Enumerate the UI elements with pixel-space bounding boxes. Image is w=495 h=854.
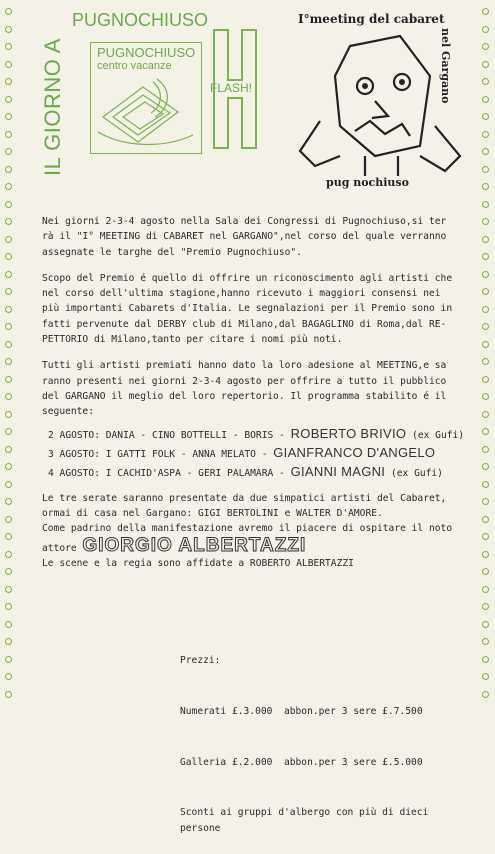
perforation-hole (5, 656, 12, 663)
perforation-hole (5, 621, 12, 628)
perforation-right (479, 0, 493, 700)
perforation-hole (5, 568, 12, 575)
perforation-hole (5, 551, 12, 558)
perforation-hole (5, 481, 12, 488)
perforation-hole (5, 516, 12, 523)
perforation-hole (5, 446, 12, 453)
prices-title: Prezzi: (180, 655, 221, 666)
actor-line (42, 536, 478, 556)
program-row (42, 424, 478, 443)
perforation-hole (5, 183, 12, 190)
program-row (42, 462, 478, 481)
perforation-hole (482, 603, 489, 610)
perforation-hole (482, 148, 489, 155)
perforation-hole (482, 621, 489, 628)
perforation-hole (482, 43, 489, 50)
perforation-hole (5, 236, 12, 243)
perforation-hole (482, 78, 489, 85)
program-headliner: GIANNI MAGNI (290, 463, 386, 479)
perforation-hole (482, 656, 489, 663)
program-headliner: GIANFRANCO D'ANGELO (273, 444, 436, 460)
perforation-hole (482, 323, 489, 330)
logo-graphic-icon (93, 77, 201, 152)
perforation-hole (482, 446, 489, 453)
closing-line: ormai di casa nel Gargano: GIGI BERTOLINI e WALTER D'AMORE. (42, 507, 383, 519)
perforation-hole (482, 481, 489, 488)
perforation-hole (5, 673, 12, 680)
perforation-hole (5, 306, 12, 313)
program-row (42, 443, 478, 462)
perforation-hole (482, 166, 489, 173)
perforation-hole (5, 8, 12, 15)
perforation-hole (5, 271, 12, 278)
perforation-hole (482, 113, 489, 120)
perforation-hole (482, 341, 489, 348)
perforation-hole (5, 341, 12, 348)
perforation-hole (482, 131, 489, 138)
perforation-hole (5, 288, 12, 295)
perforation-hole (482, 586, 489, 593)
perforation-hole (482, 691, 489, 698)
perforation-hole (482, 253, 489, 260)
perforation-hole (5, 603, 12, 610)
perforation-hole (482, 638, 489, 645)
closing-line: Le scene e la regia sono affidate a ROBERTO ALBERTAZZI (42, 558, 354, 570)
perforation-hole (482, 201, 489, 208)
perforation-hole (5, 78, 12, 85)
perforation-hole (482, 516, 489, 523)
perforation-hole (5, 586, 12, 593)
program-note: (ex Gufi) (385, 467, 443, 479)
perforation-hole (5, 96, 12, 103)
perforation-hole (482, 673, 489, 680)
perforation-hole (5, 393, 12, 400)
stamp-title: I°meeting del cabaret (298, 12, 445, 26)
perforation-hole (482, 393, 489, 400)
perforation-hole (5, 463, 12, 470)
perforation-hole (482, 551, 489, 558)
perforation-hole (482, 61, 489, 68)
perforation-hole (482, 498, 489, 505)
perforation-hole (482, 236, 489, 243)
paragraph-program: Tutti gli artisti premiati hanno dato la loro adesione al MEETING,e sa ranno presenti nei giorni 2-3-4 agosto per offrire a tutto il pubblico del GARGANO il meglio del loro repertorio. Il programma stabilito é il seguente: (42, 360, 447, 418)
perforation-hole (482, 428, 489, 435)
program-note: (ex Gufi) (406, 429, 465, 441)
stamp-side-text: nel Gargano (439, 28, 452, 104)
actor-prefix: attore (42, 543, 83, 555)
perforation-hole (5, 201, 12, 208)
perforation-hole (5, 691, 12, 698)
perforation-hole (482, 288, 489, 295)
perforation-hole (482, 358, 489, 365)
perforation-hole (482, 411, 489, 418)
perforation-hole (5, 148, 12, 155)
stamp-bottom-text: pug nochiuso (326, 176, 409, 189)
perforation-hole (482, 8, 489, 15)
perforation-hole (5, 166, 12, 173)
perforation-hole (5, 428, 12, 435)
brand-name: PUGNOCHIUSO (72, 10, 209, 30)
perforation-left (2, 0, 16, 700)
perforation-hole (5, 411, 12, 418)
perforation-hole (5, 253, 12, 260)
perforation-hole (5, 218, 12, 225)
letterhead (30, 6, 470, 196)
paragraph-intro: Nei giorni 2-3-4 agosto nella Sala dei Congressi di Pugnochiuso,si ter rà il "I° MEETING di CABARET nel GARGANO",nel corso del quale verranno assegnate le targhe del "Premio Pugnochiuso". (42, 216, 447, 258)
prices-block (180, 618, 480, 854)
perforation-hole (5, 113, 12, 120)
price-row: Sconti ai gruppi d'albergo con più di dieci persone (180, 807, 429, 834)
perforation-hole (482, 568, 489, 575)
vertical-title: IL GIORNO A (40, 38, 65, 176)
logo-subtitle: centro vacanze (97, 60, 172, 72)
perforation-hole (482, 463, 489, 470)
perforation-hole (5, 131, 12, 138)
perforation-hole (5, 638, 12, 645)
flash-label: FLASH! (210, 81, 253, 95)
perforation-hole (482, 306, 489, 313)
program-headliner: ROBERTO BRIVIO (290, 425, 407, 441)
perforation-hole (482, 218, 489, 225)
price-row: Galleria £.2.000 abbon.per 3 sere £.5.000 (180, 757, 423, 768)
perforation-hole (5, 498, 12, 505)
perforation-hole (482, 271, 489, 278)
perforation-hole (5, 26, 12, 33)
perforation-hole (482, 96, 489, 103)
closing-line: Le tre serate saranno presentate da due simpatici artisti del Cabaret, (42, 492, 447, 504)
centro-vacanze-logo (90, 42, 202, 154)
perforation-hole (482, 183, 489, 190)
program-date: 3 AGOSTO: I GATTI FOLK - ANNA MELATO - (48, 448, 274, 460)
letter-body (42, 214, 478, 572)
program-date: 4 AGOSTO: I CACHID'ASPA - GERI PALAMARA - (48, 467, 291, 479)
paragraph-purpose: Scopo del Premio é quello di offrire un riconoscimento agli artisti che nel corso dell'ultima stagione,hanno ricevuto i maggiori consensi nei più importanti Cabarets d'Italia. Le segnalazioni per il Premio sono in fatti pervenute dal DERBY club di Milano,dal BAGAGLINO di Roma,dal RE- PETTORIO di Milano,tanto per citare i nomi più noti. (42, 272, 453, 346)
perforation-hole (482, 376, 489, 383)
perforation-hole (5, 61, 12, 68)
price-row: Numerati £.3.000 abbon.per 3 sere £.7.500 (180, 706, 423, 717)
perforation-hole (5, 43, 12, 50)
actor-name: GIORGIO ALBERTAZZI (82, 535, 307, 557)
perforation-hole (482, 533, 489, 540)
program-list (42, 424, 478, 481)
closing-line: Come padrino della manifestazione avremo il piacere di ospitare il noto (42, 523, 453, 535)
perforation-hole (5, 358, 12, 365)
perforation-hole (5, 533, 12, 540)
perforation-hole (5, 376, 12, 383)
perforation-hole (5, 323, 12, 330)
program-date: 2 AGOSTO: DANIA - CINO BOTTELLI - BORIS - (48, 429, 291, 441)
perforation-hole (482, 26, 489, 33)
logo-brand: PUGNOCHIUSO (97, 45, 196, 60)
